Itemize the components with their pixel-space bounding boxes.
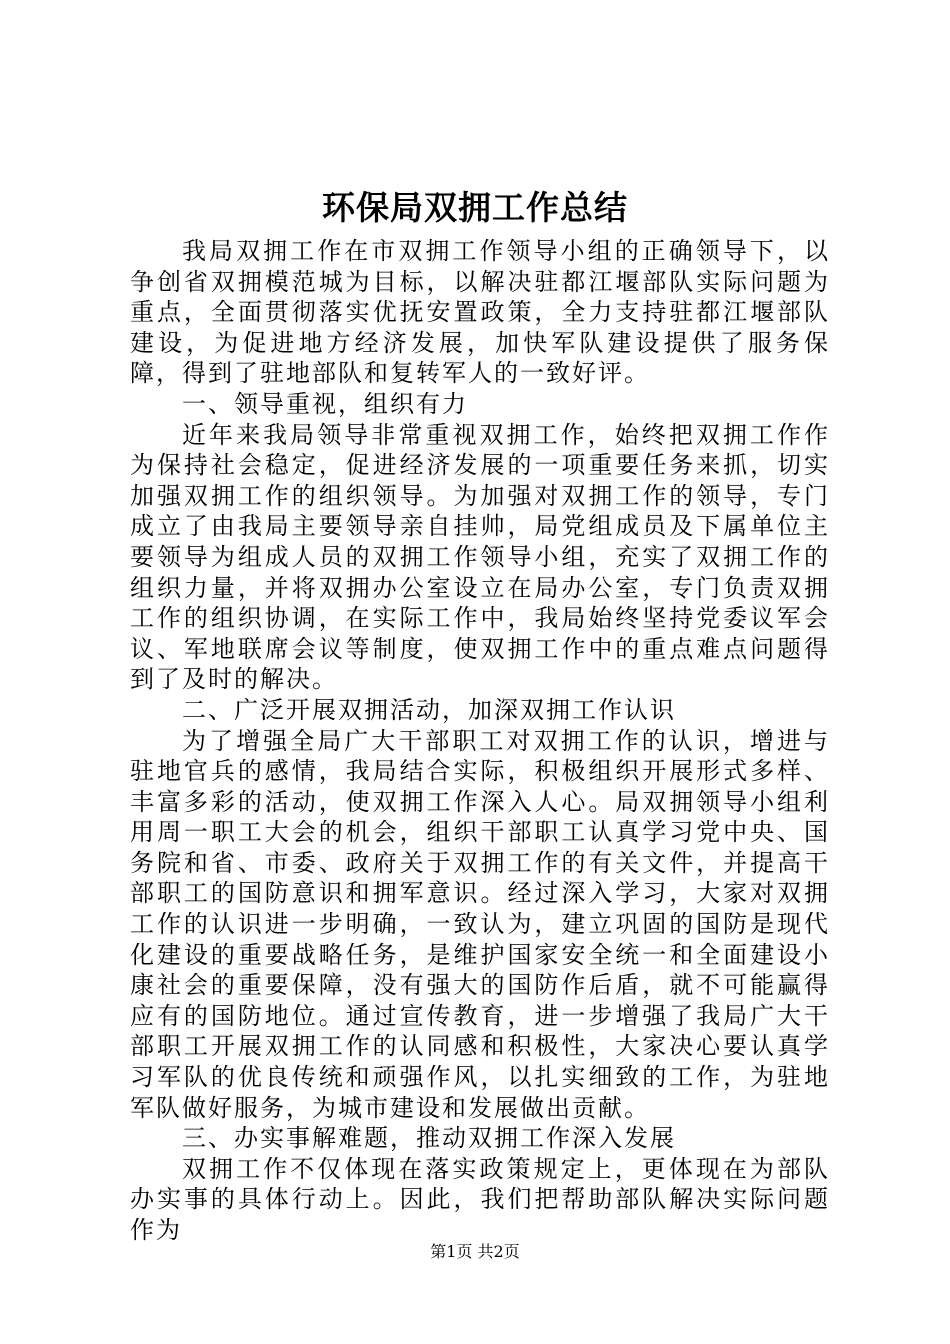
section-heading-1: 一、领导重视，组织有力 — [182, 389, 468, 418]
section-2-paragraph: 为了增强全局广大干部职工对双拥工作的认识，增进与驻地官兵的感情，我局结合实际，积极组织开展形式多样、丰富多彩的活动，使双拥工作深入人心。局双拥领导小组利用周一职工大会的机会，组织干部职工认真学习党中央、国务院和省、市委、政府关于双拥工作的有关文件，并提高干部职工的国防意识和拥军意识。经过深入学习，大家对双拥工作的认识进一步明确，一致认为，建立巩固的国防是现代化建设的重要战略任务，是维护国家安全统一和全面建设小康社会的重要保障，没有强大的国防作后盾，就不可能赢得应有的国防地位。通过宣传教育，进一步增强了我局广大干部职工开展双拥工作的认同感和积极性，大家决心要认真学习军队的优良传统和顽强作风，以扎实细致的工作，为驻地军队做好服务，为城市建设和发展做出贡献。 — [130, 726, 830, 1122]
intro-paragraph: 我局双拥工作在市双拥工作领导小组的正确领导下，以争创省双拥模范城为目标，以解决驻都江堰部队实际问题为重点，全面贯彻落实优抚安置政策，全力支持驻都江堰部队建设，为促进地方经济发展，加快军队建设提供了服务保障，得到了驻地部队和复转军人的一致好评。 — [130, 237, 830, 388]
section-heading-2: 二、广泛开展双拥活动，加深双拥工作认识 — [182, 695, 676, 724]
document-body — [130, 236, 830, 1246]
document-title: 环保局双拥工作总结 — [322, 188, 628, 227]
page-footer: 第1页 共2页 — [430, 1242, 520, 1261]
section-3-paragraph: 双拥工作不仅体现在落实政策规定上，更体现在为部队办实事的具体行动上。因此，我们把帮助部队解决实际问题作为 — [130, 1154, 830, 1244]
section-1-paragraph: 近年来我局领导非常重视双拥工作，始终把双拥工作作为保持社会稳定，促进经济发展的一项重要任务来抓，切实加强双拥工作的组织领导。为加强对双拥工作的领导，专门成立了由我局主要领导亲自挂帅，局党组成员及下属单位主要领导为组成人员的双拥工作领导小组，充实了双拥工作的组织力量，并将双拥办公室设立在局办公室，专门负责双拥工作的组织协调，在实际工作中，我局始终坚持党委议军会议、军地联席会议等制度，使双拥工作中的重点难点问题得到了及时的解决。 — [130, 420, 830, 694]
section-heading-3: 三、办实事解难题，推动双拥工作深入发展 — [182, 1124, 676, 1153]
